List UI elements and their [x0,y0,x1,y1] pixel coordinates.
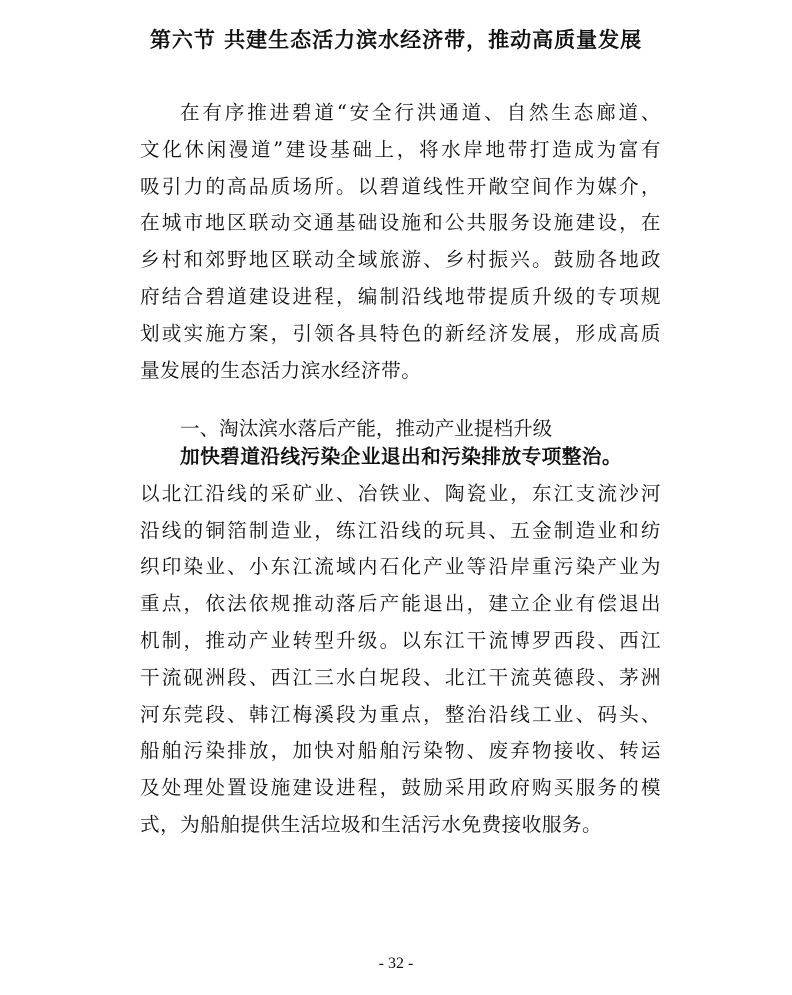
section-title: 第六节 共建生态活力滨水经济带，推动高质量发展 [149,28,643,52]
paragraph-line: 机制，推动产业转型升级。以东江干流博罗西段、西江 [140,628,661,652]
paragraph-line: 吸引力的高品质场所。以碧道线性开敞空间作为媒介， [140,174,661,198]
subsection-heading: 一、淘汰滨水落后产能，推动产业提档升级 [180,417,553,440]
paragraph-line: 织印染业、小东江流域内石化产业等沿岸重污染产业为 [140,555,661,579]
paragraph-line: 府结合碧道建设进程，编制沿线地带提质升级的专项规 [140,284,661,308]
paragraph-line: 以北江沿线的采矿业、冶铁业、陶瓷业，东江支流沙河 [140,481,661,505]
paragraph-line: 文化休闲漫道”建设基础上，将水岸地带打造成为富有 [140,137,661,161]
paragraph-line: 划或实施方案，引领各具特色的新经济发展，形成高质 [140,321,661,345]
paragraph-line: 河东莞段、韩江梅溪段为重点，整治沿线工业、码头、 [140,702,661,726]
paragraph-line: 量发展的生态活力滨水经济带。 [140,358,422,382]
body-paragraph [140,439,661,844]
paragraph-line: 沿线的铜箔制造业，练江沿线的玩具、五金制造业和纺 [140,518,661,542]
paragraph-lead: 加快碧道沿线污染企业退出和污染排放专项整治。 [180,445,623,468]
intro-paragraph [140,95,661,389]
paragraph-line: 及处理处置设施建设进程，鼓励采用政府购买服务的模 [140,776,661,800]
paragraph-line: 干流砚洲段、西江三水白坭段、北江干流英德段、茅洲 [140,665,661,689]
paragraph-line: 在城市地区联动交通基础设施和公共服务设施建设，在 [140,211,661,235]
paragraph-line: 重点，依法依规推动落后产能退出，建立企业有偿退出 [140,592,661,616]
paragraph-line: 在有序推进碧道“安全行洪通道、自然生态廊道、 [180,101,661,124]
paragraph-line: 乡村和郊野地区联动全域旅游、乡村振兴。鼓励各地政 [140,248,661,272]
paragraph-line: 船舶污染排放，加快对船舶污染物、废弃物接收、转运 [140,739,661,763]
paragraph-line: 式，为船舶提供生活垃圾和生活污水免费接收服务。 [140,812,603,836]
page-number: - 32 - [378,955,414,972]
